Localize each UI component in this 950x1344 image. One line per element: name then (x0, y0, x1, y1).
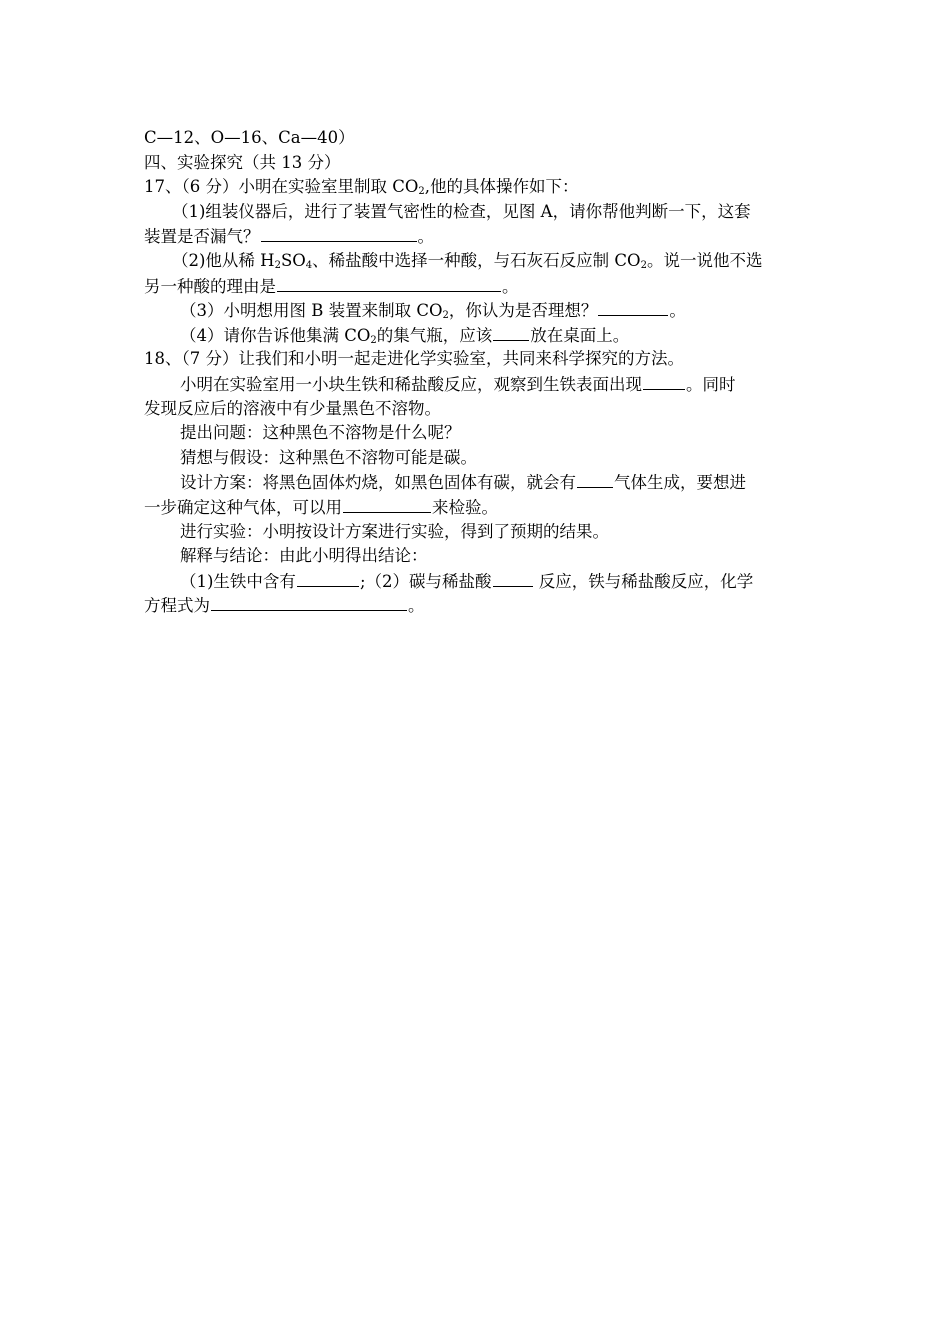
answer-blank[interactable] (598, 298, 668, 316)
answer-blank[interactable] (343, 495, 431, 513)
answer-blank[interactable] (493, 569, 533, 587)
document-page (144, 126, 808, 618)
q17-part3: （3）小明想用图 B 装置来制取 $CO_2$，你认为是否理想？ 。 (144, 298, 808, 323)
answer-blank[interactable] (493, 323, 529, 341)
q18-design: 设计方案：将黑色固体灼烧，如黑色固体有碳，就会有 气体生成，要想进 (144, 470, 808, 495)
q17-part1-cont: 装置是否漏气？ 。 (144, 224, 808, 249)
section-heading: 四、实验探究（共 13 分） (144, 152, 341, 172)
answer-blank[interactable] (261, 224, 417, 242)
answer-blank[interactable] (277, 274, 501, 292)
q17-part2-cont: 另一种酸的理由是 。 (144, 274, 808, 299)
q18-design-cont: 一步确定这种气体，可以用 来检验。 (144, 495, 808, 520)
q17-part2: （2)他从稀 $H_2SO_4$、稀盐酸中选择一种酸，与石灰石反应制 $CO_2$。说一说他不选 (172, 250, 763, 271)
question-17-stem: 17、（6 分）小明在实验室里制取 $CO_2$,他的具体操作如下： (144, 177, 579, 198)
q17-part4: （4）请你告诉他集满 $CO_2$的集气瓶，应该 放在桌面上。 (144, 323, 808, 348)
q18-question: 提出问题：这种黑色不溶物是什么呢？ (180, 423, 461, 443)
answer-blank[interactable] (297, 569, 359, 587)
q18-observation: 小明在实验室用一小块生铁和稀盐酸反应，观察到生铁表面出现 。同时 (144, 372, 808, 397)
question-18-stem: 18、（7 分）让我们和小明一起走进化学实验室，共同来科学探究的方法。 (144, 349, 684, 369)
answer-blank[interactable] (211, 593, 407, 611)
answer-blank[interactable] (577, 470, 613, 488)
q18-experiment: 进行实验：小明按设计方案进行实验，得到了预期的结果。 (180, 521, 609, 541)
q18-hypothesis: 猜想与假设：这种黑色不溶物可能是碳。 (180, 447, 477, 467)
q18-observation-cont: 发现反应后的溶液中有少量黑色不溶物。 (144, 398, 441, 418)
answer-blank[interactable] (643, 372, 685, 390)
relative-atomic-mass-line: C—12、O—16、Ca—40） (144, 128, 355, 147)
q18-conclusion-2: 方程式为 。 (144, 593, 808, 618)
q18-conclusion: 解释与结论：由此小明得出结论： (180, 546, 428, 566)
q17-part1: （1)组装仪器后，进行了装置气密性的检查，见图 A，请你帮他判断一下，这套 (172, 201, 751, 221)
q18-conclusion-1: （1)生铁中含有 ;（2）碳与稀盐酸 反应，铁与稀盐酸反应，化学 (144, 569, 808, 594)
